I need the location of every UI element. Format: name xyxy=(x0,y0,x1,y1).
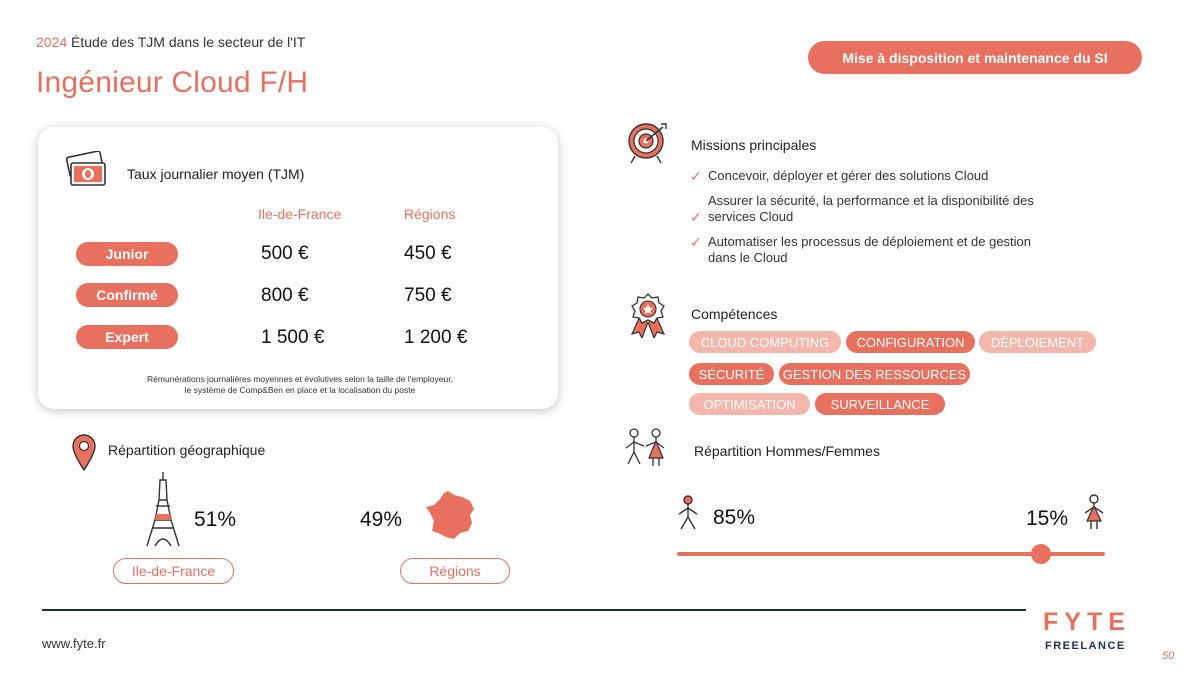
mission-text: Automatiser les processus de déploiement et de gestion dans le Cloud xyxy=(708,234,1032,265)
level-pill-expert: Expert xyxy=(76,325,178,349)
logo-wordmark: FYTE xyxy=(1043,608,1131,636)
website-link[interactable]: www.fyte.fr xyxy=(42,636,106,651)
study-year: 2024 xyxy=(36,34,68,50)
tjm-footnote-line1: Rémunérations journalières moyennes et évolutives selon la taille de l'employeur, xyxy=(147,374,453,384)
men-percent: 85% xyxy=(713,506,756,529)
rate-expert-idf: 1 500 € xyxy=(261,327,325,348)
gender-title: Répartition Hommes/Femmes xyxy=(694,443,880,459)
column-header-regions: Régions xyxy=(404,206,456,222)
level-pill-junior: Junior xyxy=(76,242,178,266)
man-icon xyxy=(676,495,700,531)
footer-divider xyxy=(42,609,1026,611)
rate-junior-idf: 500 € xyxy=(261,243,309,264)
mission-text: Assurer la sécurité, la performance et la disponibilité des services Cloud xyxy=(708,193,1034,224)
geo-regions-label: Régions xyxy=(400,558,510,584)
tjm-title: Taux journalier moyen (TJM) xyxy=(127,166,305,182)
page-number: 50 xyxy=(1162,650,1175,662)
geo-idf-label: Ile-de-France xyxy=(113,558,234,584)
rate-junior-regions: 450 € xyxy=(404,243,452,264)
skill-tag-gestion-ressources: GESTION DES RESSOURCES xyxy=(779,363,970,385)
mission-item xyxy=(690,234,1038,266)
geo-regions-percent: 49% xyxy=(360,508,403,531)
money-icon xyxy=(64,151,108,191)
study-subtitle xyxy=(36,34,305,50)
target-icon xyxy=(625,121,669,165)
woman-icon xyxy=(1082,494,1106,530)
column-header-idf: Ile-de-France xyxy=(258,206,342,222)
skill-tag-optimisation: OPTIMISATION xyxy=(689,393,810,415)
mission-item xyxy=(690,168,1038,184)
pin-icon xyxy=(70,432,98,472)
skill-tag-surveillance: SURVEILLANCE xyxy=(815,393,945,415)
check-icon: ✓ xyxy=(690,209,702,225)
france-map-icon xyxy=(424,489,478,541)
page-title: Ingénieur Cloud F/H xyxy=(36,66,309,99)
level-pill-confirme: Confirmé xyxy=(76,283,178,307)
couple-icon xyxy=(622,428,670,468)
rate-confirme-idf: 800 € xyxy=(261,285,309,306)
geo-idf-percent: 51% xyxy=(194,508,237,531)
geo-title: Répartition géographique xyxy=(108,442,266,458)
skill-tag-cloud-computing: CLOUD COMPUTING xyxy=(689,331,841,353)
skill-tag-deploiement: DÉPLOIEMENT xyxy=(979,331,1096,353)
ribbon-badge-icon xyxy=(628,292,668,338)
skills-title: Compétences xyxy=(691,306,778,322)
mission-text: Concevoir, déployer et gérer des solutions Cloud xyxy=(708,168,989,183)
tjm-footnote xyxy=(100,374,500,396)
eiffel-tower-icon xyxy=(143,470,183,548)
logo-subtitle: FREELANCE xyxy=(1045,640,1126,652)
rate-confirme-regions: 750 € xyxy=(404,285,452,306)
category-badge: Mise à disposition et maintenance du SI xyxy=(808,41,1142,74)
check-icon: ✓ xyxy=(690,234,702,250)
study-name: Étude des TJM dans le secteur de l'IT xyxy=(71,34,306,50)
gender-ratio-marker xyxy=(1031,544,1051,564)
skill-tag-securite: SÉCURITÉ xyxy=(689,363,774,385)
mission-item xyxy=(690,193,1038,225)
women-percent: 15% xyxy=(1026,507,1069,530)
tjm-footnote-line2: le système de Comp&Ben en place et la localisation du poste xyxy=(184,385,416,395)
rate-expert-regions: 1 200 € xyxy=(404,327,468,348)
check-icon: ✓ xyxy=(690,168,702,184)
skill-tag-configuration: CONFIGURATION xyxy=(846,331,975,353)
missions-title: Missions principales xyxy=(691,137,817,153)
